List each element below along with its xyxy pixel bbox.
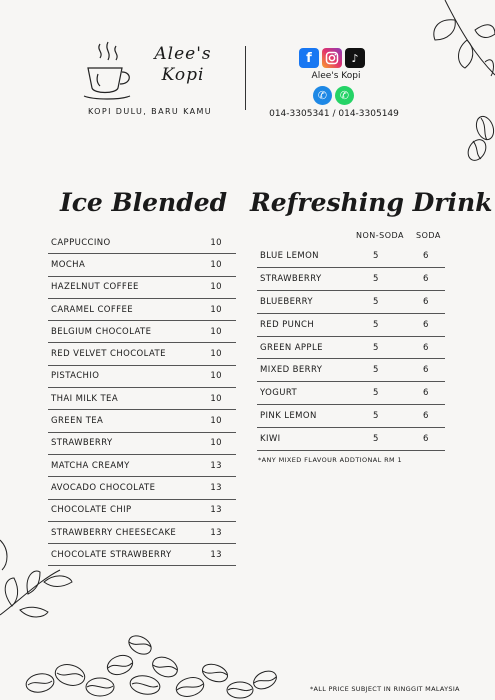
item-name: CARAMEL COFFEE xyxy=(51,304,134,315)
brand-line1: Alee's xyxy=(154,44,212,64)
ice-blended-title: Ice Blended xyxy=(60,188,228,217)
leaf-decoration-top-icon xyxy=(425,0,495,165)
item-name: CHOCOLATE STRAWBERRY xyxy=(51,549,172,560)
item-name: MIXED BERRY xyxy=(260,365,323,376)
item-name: BLUEBERRY xyxy=(260,296,313,307)
list-item xyxy=(48,522,236,544)
item-name: PISTACHIO xyxy=(51,371,100,382)
soda-column-header: SODA xyxy=(416,231,441,240)
item-name: MOCHA xyxy=(51,259,86,270)
item-name: BELGIUM CHOCOLATE xyxy=(51,326,152,337)
social-icons xyxy=(299,48,365,68)
soda-price: 6 xyxy=(423,342,429,353)
phone-numbers: 014-3305341 / 014-3305149 xyxy=(269,109,399,119)
item-price: 10 xyxy=(210,259,222,270)
item-name: YOGURT xyxy=(260,388,298,399)
non-soda-price: 5 xyxy=(373,434,379,445)
refreshing-drink-list xyxy=(257,245,445,451)
soda-price: 6 xyxy=(423,250,429,261)
list-item xyxy=(48,500,236,522)
soda-price: 6 xyxy=(423,434,429,445)
non-soda-price: 5 xyxy=(373,319,379,330)
item-name: GREEN TEA xyxy=(51,416,104,427)
soda-price: 6 xyxy=(423,388,429,399)
soda-price: 6 xyxy=(423,273,429,284)
list-item xyxy=(48,254,236,276)
instagram-icon[interactable] xyxy=(322,48,342,68)
coffee-beans-decoration-icon xyxy=(0,625,300,700)
brand-name xyxy=(138,44,228,86)
non-soda-price: 5 xyxy=(373,296,379,307)
whatsapp-icon[interactable]: ✆ xyxy=(335,86,354,105)
non-soda-price: 5 xyxy=(373,273,379,284)
brand-line2: Kopi xyxy=(161,65,205,85)
item-price: 13 xyxy=(210,549,222,560)
refreshing-drink-title: Refreshing Drink xyxy=(250,188,493,217)
contact-icons xyxy=(313,86,354,105)
item-name: PINK LEMON xyxy=(260,411,317,422)
list-item xyxy=(48,477,236,499)
non-soda-price: 5 xyxy=(373,365,379,376)
list-item xyxy=(48,410,236,432)
phone-icon[interactable]: ✆ xyxy=(313,86,332,105)
list-item xyxy=(48,277,236,299)
item-price: 10 xyxy=(210,304,222,315)
item-price: 10 xyxy=(210,282,222,293)
list-item xyxy=(48,455,236,477)
list-item xyxy=(48,299,236,321)
item-name: HAZELNUT COFFEE xyxy=(51,282,139,293)
item-name: AVOCADO CHOCOLATE xyxy=(51,482,156,493)
item-name: STRAWBERRY xyxy=(51,438,113,449)
soda-price: 6 xyxy=(423,296,429,307)
list-item xyxy=(48,366,236,388)
item-price: 10 xyxy=(210,416,222,427)
non-soda-price: 5 xyxy=(373,388,379,399)
non-soda-price: 5 xyxy=(373,250,379,261)
tagline: KOPI DULU, BARU KAMU xyxy=(87,107,213,116)
table-row xyxy=(257,382,445,405)
non-soda-column-header: NON-SODA xyxy=(356,231,405,240)
list-item xyxy=(48,433,236,455)
non-soda-price: 5 xyxy=(373,342,379,353)
item-name: RED PUNCH xyxy=(260,319,315,330)
list-item xyxy=(48,388,236,410)
table-row xyxy=(257,245,445,268)
item-price: 10 xyxy=(210,438,222,449)
list-item xyxy=(48,232,236,254)
item-price: 13 xyxy=(210,505,222,516)
item-price: 10 xyxy=(210,371,222,382)
item-name: GREEN APPLE xyxy=(260,342,323,353)
soda-price: 6 xyxy=(423,319,429,330)
item-name: MATCHA CREAMY xyxy=(51,460,130,471)
price-footnote: *ALL PRICE SUBJECT IN RINGGIT MALAYSIA xyxy=(310,685,460,693)
coffee-cup-logo-icon xyxy=(82,40,134,102)
table-row xyxy=(257,359,445,382)
list-item xyxy=(48,343,236,365)
mixed-flavour-note: *ANY MIXED FLAVOUR ADDTIONAL RM 1 xyxy=(258,456,403,464)
item-price: 13 xyxy=(210,460,222,471)
item-price: 10 xyxy=(210,237,222,248)
item-price: 10 xyxy=(210,393,222,404)
item-name: CHOCOLATE CHIP xyxy=(51,505,132,516)
soda-price: 6 xyxy=(423,411,429,422)
table-row xyxy=(257,337,445,360)
item-name: KIWI xyxy=(260,434,281,445)
soda-price: 6 xyxy=(423,365,429,376)
list-item xyxy=(48,321,236,343)
non-soda-price: 5 xyxy=(373,411,379,422)
item-name: CAPPUCCINO xyxy=(51,237,111,248)
item-price: 13 xyxy=(210,482,222,493)
item-name: STRAWBERRY xyxy=(260,273,322,284)
ice-blended-list xyxy=(48,232,236,566)
header-divider xyxy=(245,46,246,110)
table-row xyxy=(257,405,445,428)
item-price: 13 xyxy=(210,527,222,538)
item-name: THAI MILK TEA xyxy=(51,393,119,404)
item-name: RED VELVET CHOCOLATE xyxy=(51,349,166,360)
tiktok-icon[interactable]: ♪ xyxy=(345,48,365,68)
list-item xyxy=(48,544,236,566)
item-name: STRAWBERRY CHEESECAKE xyxy=(51,527,177,538)
table-row xyxy=(257,268,445,291)
item-price: 10 xyxy=(210,349,222,360)
facebook-icon[interactable]: f xyxy=(299,48,319,68)
item-name: BLUE LEMON xyxy=(260,250,319,261)
table-row xyxy=(257,314,445,337)
item-price: 10 xyxy=(210,326,222,337)
table-row xyxy=(257,291,445,314)
table-row xyxy=(257,428,445,451)
social-handle: Alee's Kopi xyxy=(311,71,361,81)
